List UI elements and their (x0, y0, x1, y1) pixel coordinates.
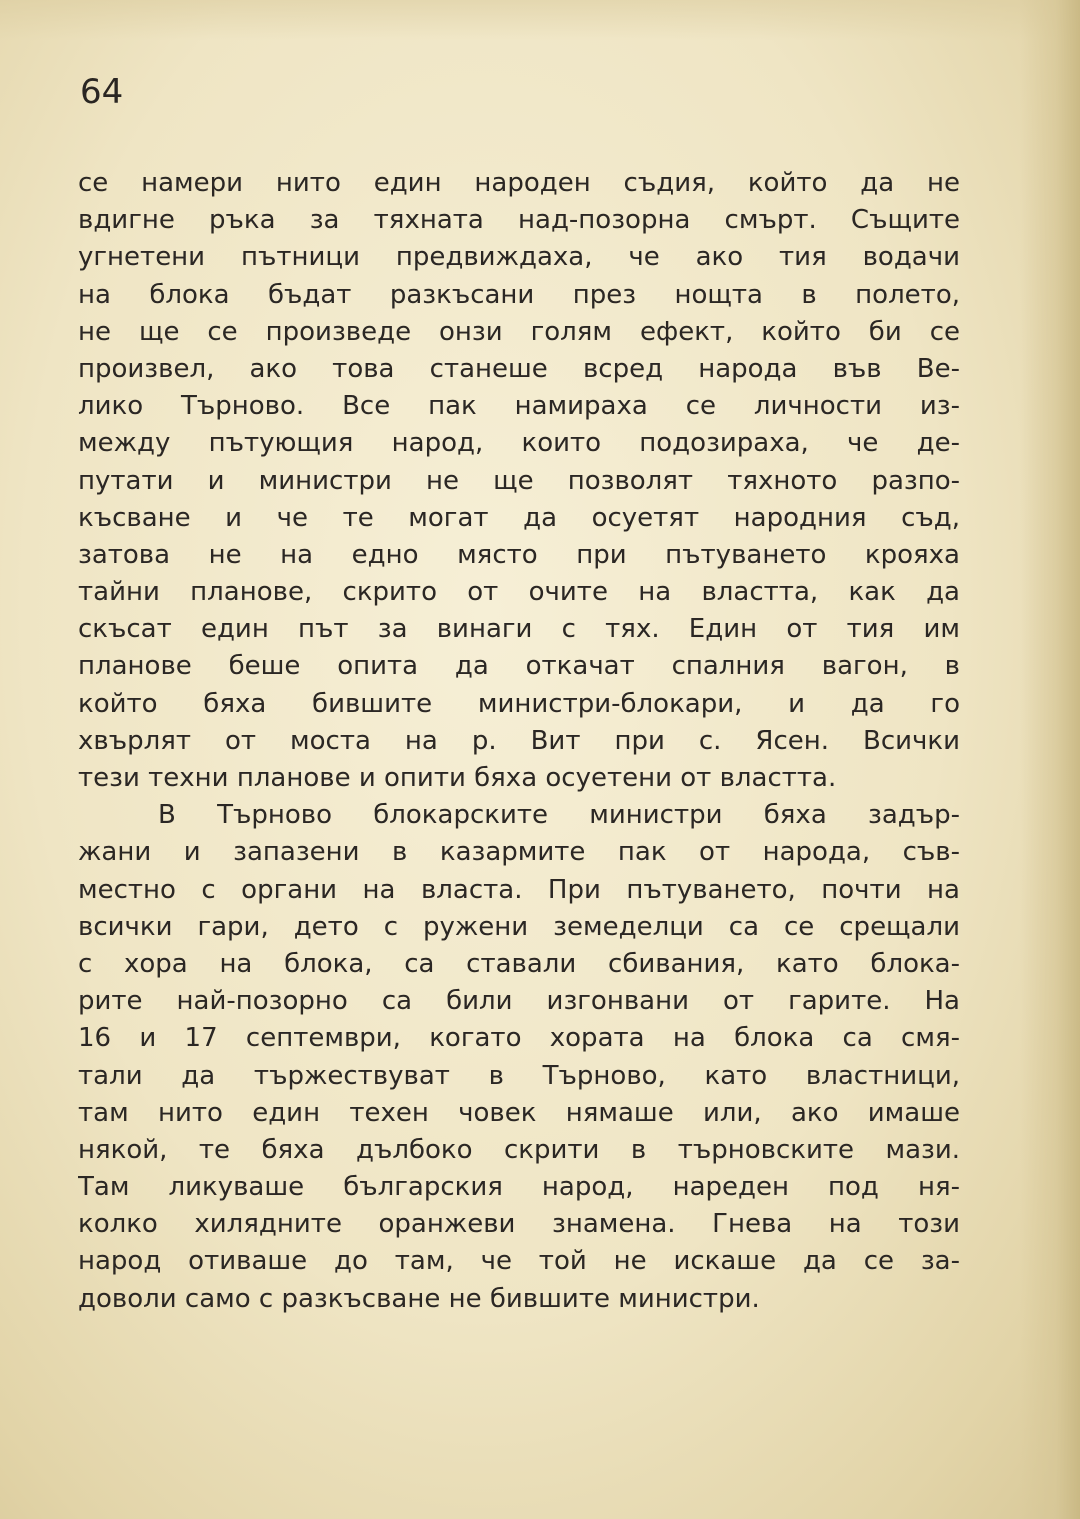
text-line: тези техни планове и опити бяха осуетени от властта. (78, 763, 837, 793)
page-top-shadow (0, 0, 1080, 40)
text-line: вдигне ръка за тяхната над-позорна смърт. Същите (78, 205, 960, 236)
text-line: В Търново блокарските министри бяха задър- (158, 800, 960, 831)
text-line: не ще се произведе онзи голям ефект, който би се (78, 316, 960, 347)
text-line: късване и че те могат да осуетят народния съд, (78, 502, 960, 533)
text-line: всички гари, дето с ружени земеделци са се срещали (78, 911, 960, 942)
paragraph-1 (78, 165, 960, 797)
text-line: се намери нито един народен съдия, който да не (78, 168, 960, 198)
text-line: между пътующия народ, които подозираха, че де- (78, 428, 960, 459)
text-line: народ отиваше до там, че той не искаше да се за- (78, 1246, 960, 1277)
text-line: местно с органи на власта. При пътуването, почти на (78, 874, 960, 905)
text-line: хвърлят от моста на р. Вит при с. Ясен. Всички (78, 725, 960, 756)
text-line: путати и министри не ще позволят тяхното разпо- (78, 465, 960, 496)
text-line: някой, те бяха дълбоко скрити в търновските мази. (78, 1134, 960, 1165)
text-line: затова не на едно място при пътуването крояха (78, 539, 960, 570)
text-line: колко хилядните оранжеви знамена. Гнева на този (78, 1209, 960, 1240)
text-line: лико Търново. Все пак намираха се личности из- (78, 391, 960, 422)
text-line: произвел, ако това станеше всред народа във Ве- (78, 353, 960, 384)
text-line: рите най-позорно са били изгонвани от гарите. На (78, 986, 960, 1017)
text-line: там нито един техен човек нямаше или, ако имаше (78, 1097, 960, 1128)
text-line: който бяха бившите министри-блокари, и да го (78, 688, 960, 719)
text-line: угнетени пътници предвиждаха, че ако тия водачи (78, 242, 960, 273)
text-line: тайни планове, скрито от очите на властта, как да (78, 577, 960, 608)
text-line: с хора на блока, са ставали сбивания, като блока- (78, 948, 960, 979)
page-number: 64 (80, 72, 124, 112)
text-line: тали да тържествуват в Търново, като властници, (78, 1060, 960, 1091)
body-text (78, 165, 960, 1318)
paragraph-2 (78, 797, 960, 1318)
text-line: на блока бъдат разкъсани през нощта в полето, (78, 279, 960, 310)
text-line: 16 и 17 септември, когато хората на блока са смя- (78, 1023, 960, 1054)
text-line: Там ликуваше българския народ, нареден под ня- (78, 1172, 960, 1203)
text-line: скъсат един път за винаги с тях. Един от тия им (78, 614, 960, 645)
text-line: доволи само с разкъсване не бившите министри. (78, 1283, 760, 1314)
text-line: планове беше опита да откачат спалния вагон, в (78, 651, 960, 682)
text-line: жани и запазени в казармите пак от народа, съв- (78, 837, 960, 868)
page-right-edge-shadow (1020, 0, 1080, 1519)
